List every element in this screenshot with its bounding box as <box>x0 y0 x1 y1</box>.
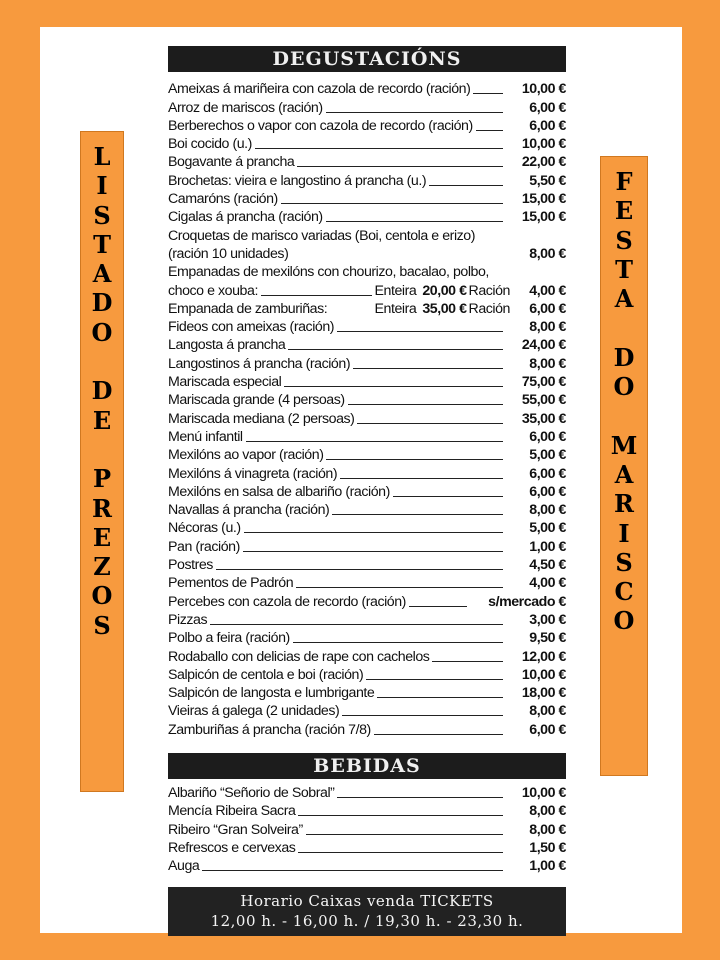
leader-line <box>284 386 503 387</box>
item-name: Percebes con cazola de recordo (ración) <box>168 593 406 610</box>
leader-line <box>374 734 503 735</box>
menu-row <box>168 592 566 610</box>
leader-line <box>429 185 503 186</box>
leader-line <box>244 532 503 533</box>
item-price: 1,50 € <box>529 839 566 856</box>
item-price: s/mercado € <box>488 593 566 610</box>
item-name: Vieiras á galega (2 unidades) <box>168 703 340 720</box>
menu-row <box>168 611 566 629</box>
banner-letter: S <box>615 547 633 577</box>
item-price: 18,00 € <box>521 685 566 702</box>
leader-line <box>210 624 503 625</box>
item-name: (ración 10 unidades) <box>168 245 289 262</box>
footer-title: Horario Caixas venda TICKETS <box>240 892 494 911</box>
menu-row <box>168 428 566 446</box>
item-name: Mariscada especial <box>168 374 282 391</box>
item-price: 6,00 € <box>529 117 566 134</box>
item-name: Navallas á prancha (ración) <box>168 502 330 519</box>
item-name: Bogavante á prancha <box>168 154 295 171</box>
item-price: 6,00 € <box>529 483 566 500</box>
item-name: Boi cocido (u.) <box>168 136 252 153</box>
leader-line <box>366 679 503 680</box>
leader-line <box>353 368 503 369</box>
leader-line <box>393 496 503 497</box>
menu-row <box>168 409 566 427</box>
leader-line <box>306 834 503 835</box>
banner-letter: O <box>613 372 635 402</box>
leader-line <box>377 697 503 698</box>
menu-row-empanadas-line1 <box>168 263 566 281</box>
menu-row <box>168 629 566 647</box>
enteira-label: Enteira <box>374 282 417 299</box>
item-name: Menú infantil <box>168 428 243 445</box>
menu-row <box>168 135 566 153</box>
enteira-price: 35,00 € <box>422 300 467 317</box>
item-name: Berberechos o vapor con cazola de recordo (ración) <box>168 117 473 134</box>
footer-hours: 12,00 h. - 16,00 h. / 19,30 h. - 23,30 h. <box>210 912 524 931</box>
menu-row <box>168 80 566 98</box>
banner-letter: R <box>614 489 634 519</box>
leader-line <box>298 815 503 816</box>
item-price: 22,00 € <box>521 154 566 171</box>
item-name: Mexilóns ao vapor (ración) <box>168 447 324 464</box>
item-price: 35,00 € <box>521 410 566 427</box>
banner-letter: A <box>614 284 634 314</box>
menu-row <box>168 574 566 592</box>
leader-line <box>297 166 503 167</box>
leader-line <box>348 404 503 405</box>
item-price: 8,00 € <box>529 245 566 262</box>
item-name: Mariscada mediana (2 persoas) <box>168 410 355 427</box>
menu-row <box>168 802 566 820</box>
banner-letter: S <box>615 225 633 255</box>
banner-letter: O <box>613 606 635 636</box>
item-price: 8,00 € <box>529 703 566 720</box>
leader-line <box>202 870 503 871</box>
leader-line <box>216 569 503 570</box>
item-name: Salpicón de centola e boi (ración) <box>168 666 364 683</box>
banner-letter: L <box>93 142 111 171</box>
item-name: Refrescos e cervexas <box>168 839 296 856</box>
item-name: Ribeiro “Gran Solveira” <box>168 821 303 838</box>
item-name: Polbo a feira (ración) <box>168 630 290 647</box>
item-price: 9,50 € <box>529 630 566 647</box>
racion-price: 6,00 € <box>529 300 566 317</box>
banner-letter: O <box>91 317 113 347</box>
item-price: 1,00 € <box>529 858 566 875</box>
menu-row <box>168 666 566 684</box>
item-name: Mencía Ribeira Sacra <box>168 803 296 820</box>
menu-row <box>168 556 566 574</box>
banner-letter: C <box>614 577 634 607</box>
item-name: Salpicón de langosta e lumbrigante <box>168 685 375 702</box>
item-name: Brochetas: vieira e langostino á prancha (u.) <box>168 172 427 189</box>
item-name: Mexilóns á vinagreta (ración) <box>168 465 338 482</box>
banner-letter: P <box>92 464 112 494</box>
leader-line <box>281 203 503 204</box>
leader-line <box>255 148 503 149</box>
item-price: 8,00 € <box>529 355 566 372</box>
item-price: 5,50 € <box>529 172 566 189</box>
item-price: 1,00 € <box>529 538 566 555</box>
item-name: Langosta á prancha <box>168 337 286 354</box>
leader-line <box>293 642 503 643</box>
item-price: 3,00 € <box>529 611 566 628</box>
racion-label: Ración <box>468 282 510 299</box>
item-price: 10,00 € <box>521 136 566 153</box>
menu-row <box>168 391 566 409</box>
item-price: 6,00 € <box>529 465 566 482</box>
item-name: Postres <box>168 557 213 574</box>
banner-letter: Z <box>93 552 111 582</box>
banner-letter: I <box>618 518 630 548</box>
item-name: Camaróns (ración) <box>168 191 278 208</box>
banner-letter: D <box>91 288 113 318</box>
item-name: Mariscada grande (4 persoas) <box>168 392 345 409</box>
item-name: Empanada de zamburiñas: <box>168 300 328 317</box>
leader-line <box>357 423 503 424</box>
menu-row <box>168 98 566 116</box>
banner-letter: S <box>93 200 111 230</box>
item-price: 8,00 € <box>529 502 566 519</box>
menu-row <box>168 501 566 519</box>
item-price: 6,00 € <box>529 428 566 445</box>
banner-letter: S <box>93 610 111 640</box>
item-price: 6,00 € <box>529 721 566 738</box>
menu-row <box>168 857 566 875</box>
item-price: 10,00 € <box>521 81 566 98</box>
banner-letter: T <box>615 254 633 284</box>
item-price: 10,00 € <box>521 784 566 801</box>
menu-row <box>168 117 566 135</box>
banner-letter: E <box>614 196 634 226</box>
item-name: Fideos con ameixas (ración) <box>168 319 335 336</box>
enteira-label: Enteira <box>374 300 417 317</box>
menu-row <box>168 537 566 555</box>
banner-letter: I <box>96 171 108 201</box>
item-price: 24,00 € <box>521 337 566 354</box>
bebidas-list <box>168 784 566 875</box>
menu-row <box>168 318 566 336</box>
item-price: 8,00 € <box>529 821 566 838</box>
menu-row <box>168 720 566 738</box>
banner-letter: M <box>610 430 638 460</box>
item-price: 5,00 € <box>529 447 566 464</box>
item-name: Zamburiñas á prancha (ración 7/8) <box>168 721 371 738</box>
item-price: 15,00 € <box>521 209 566 226</box>
section-header-bebidas: BEBIDAS <box>168 753 566 779</box>
item-price: 4,00 € <box>529 575 566 592</box>
item-price: 15,00 € <box>521 191 566 208</box>
item-price: 55,00 € <box>521 392 566 409</box>
leader-line <box>473 93 503 94</box>
item-name: Arroz de mariscos (ración) <box>168 99 323 116</box>
item-name: Albariño “Señorio de Sobral” <box>168 784 335 801</box>
menu-row <box>168 839 566 857</box>
racion-label: Ración <box>468 300 510 317</box>
item-name: choco e xouba: <box>168 282 258 299</box>
leader-line <box>337 331 503 332</box>
enteira-price: 20,00 € <box>422 282 467 299</box>
leader-line <box>326 221 503 222</box>
menu-row <box>168 171 566 189</box>
racion-price: 4,00 € <box>529 282 566 299</box>
leader-line <box>296 587 503 588</box>
banner-letter: D <box>613 342 635 372</box>
banner-letter: E <box>92 522 112 552</box>
item-name: Mexilóns en salsa de albariño (ración) <box>168 483 390 500</box>
item-name: Pizzas <box>168 611 208 628</box>
item-name: Auga <box>168 858 200 875</box>
menu-row <box>168 684 566 702</box>
banner-letter: R <box>92 493 112 523</box>
menu-row <box>168 483 566 501</box>
item-name: Pementos de Padrón <box>168 575 294 592</box>
item-name: Pan (ración) <box>168 538 240 555</box>
leader-line <box>326 112 503 113</box>
ticket-hours-footer <box>168 887 566 936</box>
menu-row <box>168 354 566 372</box>
banner-letter: A <box>614 459 634 489</box>
menu-row <box>168 519 566 537</box>
menu-row <box>168 820 566 838</box>
item-price: 6,00 € <box>529 99 566 116</box>
leader-line <box>432 661 503 662</box>
item-name: Langostinos á prancha (ración) <box>168 355 351 372</box>
item-name: Croquetas de marisco variadas (Boi, centola e erizo) <box>168 227 476 244</box>
leader-line <box>409 606 467 607</box>
degustacions-list-part1 <box>168 80 566 226</box>
banner-letter: O <box>91 581 113 611</box>
menu-row <box>168 153 566 171</box>
menu-row <box>168 702 566 720</box>
left-banner-listado-de-prezos <box>80 131 124 792</box>
leader-line <box>246 441 503 442</box>
banner-letter: E <box>92 405 112 435</box>
price-list <box>168 46 566 936</box>
banner-letter: A <box>92 259 112 289</box>
item-price: 8,00 € <box>529 803 566 820</box>
item-price: 12,00 € <box>521 648 566 665</box>
menu-row <box>168 190 566 208</box>
section-header-degustacions: DEGUSTACIÓNS <box>168 46 566 72</box>
leader-line <box>288 349 503 350</box>
menu-row <box>168 208 566 226</box>
menu-row <box>168 336 566 354</box>
item-price: 8,00 € <box>529 319 566 336</box>
menu-row-empanada-zamburinas <box>168 300 566 318</box>
item-name: Rodaballo con delicias de rape con cachelos <box>168 648 430 665</box>
menu-row-croquetas-line2 <box>168 245 566 263</box>
leader-line <box>243 551 503 552</box>
leader-line <box>342 715 503 716</box>
menu-row <box>168 373 566 391</box>
leader-line <box>332 514 503 515</box>
right-banner-festa-do-marisco <box>600 156 648 776</box>
menu-row <box>168 784 566 802</box>
banner-letter: T <box>93 229 111 259</box>
item-name: Ameixas á mariñeira con cazola de recordo (ración) <box>168 81 471 98</box>
item-price: 4,50 € <box>529 557 566 574</box>
leader-line <box>476 130 503 131</box>
menu-row <box>168 446 566 464</box>
menu-row-croquetas-line1 <box>168 226 566 244</box>
leader-line <box>340 478 503 479</box>
menu-row <box>168 647 566 665</box>
item-name: Nécoras (u.) <box>168 520 241 537</box>
leader-line <box>298 852 503 853</box>
leader-line <box>326 459 503 460</box>
menu-row <box>168 464 566 482</box>
leader-line <box>337 797 503 798</box>
item-price: 5,00 € <box>529 520 566 537</box>
item-name: Empanadas de mexilóns con chourizo, bacalao, polbo, <box>168 264 489 281</box>
menu-row-empanadas-line2 <box>168 281 566 299</box>
item-price: 75,00 € <box>521 374 566 391</box>
item-name: Cigalas á prancha (ración) <box>168 209 323 226</box>
degustacions-list-part2 <box>168 318 566 739</box>
item-price: 10,00 € <box>521 666 566 683</box>
banner-letter: F <box>615 167 633 196</box>
banner-letter: D <box>91 376 113 406</box>
